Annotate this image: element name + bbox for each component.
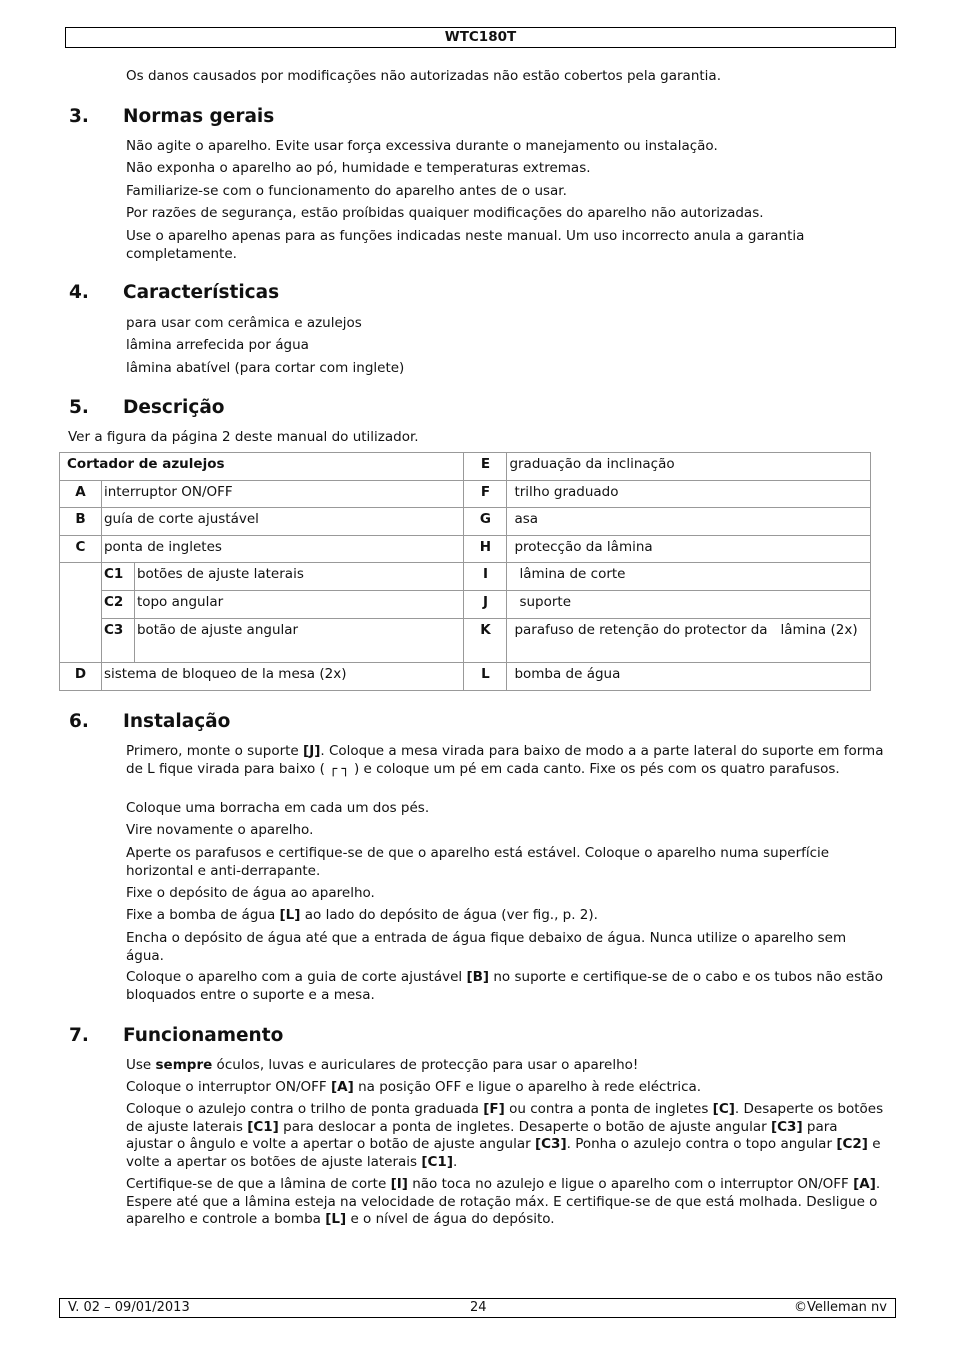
- text-run: Fixe a bomba de água: [126, 907, 280, 923]
- text-run: para deslocar a ponta de ingletes. Desaperte o botão de ajuste angular: [278, 1118, 771, 1135]
- emphasis: sempre: [155, 1057, 213, 1073]
- part-text: trilho graduado: [507, 481, 871, 508]
- text-run: Coloque o aparelho com a guia de corte ajustável: [126, 969, 467, 985]
- part-key: C2: [101, 591, 134, 619]
- part-reference: [C3]: [770, 1118, 803, 1135]
- part-key: D: [60, 663, 102, 691]
- part-reference: [A]: [330, 1079, 354, 1095]
- table-row: [60, 619, 871, 663]
- part-text: lâmina de corte: [507, 563, 871, 591]
- part-text: bomba de água: [507, 663, 871, 691]
- list-item: para usar com cerâmica e azulejos: [126, 315, 362, 331]
- section-number: 7.: [69, 1025, 89, 1046]
- table-row: [60, 481, 871, 508]
- part-text: graduação da inclinação: [507, 453, 871, 481]
- section-title: Características: [123, 282, 280, 303]
- part-reference: [L]: [279, 907, 301, 923]
- part-text: interruptor ON/OFF: [101, 481, 464, 508]
- list-item: Use o aparelho apenas para as funções indicadas neste manual. Um uso incorrecto anula a garantia completamente.: [126, 228, 805, 262]
- text-run: não toca no azulejo e ligue o aparelho com o interruptor ON/OFF: [407, 1176, 854, 1192]
- text-run: . Desaperte os botões de ajuste laterais: [126, 1101, 884, 1135]
- warranty-note: Os danos causados por modificações não autorizadas não estão cobertos pela garantia.: [126, 68, 721, 84]
- text-run: e o nível de água do depósito.: [346, 1211, 555, 1227]
- part-key: C: [60, 536, 102, 563]
- part-reference: [A]: [853, 1176, 876, 1192]
- part-key: G: [464, 508, 507, 536]
- part-text: asa: [507, 508, 871, 536]
- section-title: Funcionamento: [123, 1025, 284, 1046]
- document-footer: [59, 1298, 896, 1318]
- part-key: C3: [101, 619, 134, 663]
- text-run: Use: [126, 1057, 156, 1073]
- instruction-paragraph: [126, 1079, 886, 1097]
- part-key: K: [464, 619, 507, 663]
- text-run: . Ponha o azulejo contra o topo angular: [566, 1136, 837, 1152]
- parts-table: [59, 452, 871, 691]
- part-reference: [C]: [712, 1101, 735, 1117]
- list-item: lâmina abatível (para cortar com inglete): [126, 360, 405, 376]
- section-title: Normas gerais: [123, 106, 275, 127]
- instruction-paragraph: [126, 743, 886, 778]
- part-reference: [C2]: [836, 1136, 868, 1152]
- instruction-paragraph: [126, 1176, 886, 1229]
- version-label: V. 02 – 09/01/2013: [68, 1300, 190, 1315]
- section-4-heading: [69, 282, 279, 304]
- instruction-paragraph: [126, 1101, 886, 1171]
- text-run: e volte a apertar os botões de ajuste laterais: [126, 1136, 881, 1170]
- part-reference: [C1]: [421, 1153, 453, 1170]
- section-3-heading: [69, 106, 274, 128]
- part-key: A: [60, 481, 102, 508]
- section-number: 5.: [69, 397, 89, 418]
- instruction-paragraph: Vire novamente o aparelho.: [126, 822, 314, 838]
- table-row: [60, 563, 871, 591]
- text-run: Certifique-se de que a lâmina de corte: [126, 1176, 391, 1192]
- part-text: parafuso de retenção do protector da lâmina (2x): [507, 619, 871, 663]
- part-reference: [C3]: [534, 1136, 567, 1152]
- document-header: WTC180T: [65, 27, 896, 48]
- part-reference: [F]: [483, 1101, 505, 1117]
- text-run: Coloque o interruptor ON/OFF: [126, 1079, 331, 1095]
- part-text: protecção da lâmina: [507, 536, 871, 563]
- instruction-paragraph: [126, 907, 886, 925]
- text-run: para ajustar o ângulo e volte a apertar o botão de ajuste angular: [126, 1118, 838, 1152]
- instruction-paragraph: Encha o depósito de água até que a entrada de água fique debaixo de água. Nunca utilize o aparelho sem água.: [126, 930, 847, 964]
- instruction-paragraph: Aperte os parafusos e certifique-se de que o aparelho está estável. Coloque o aparelho numa superfície horizontal e anti-derrapante.: [126, 845, 830, 879]
- section-number: 3.: [69, 106, 89, 127]
- copyright-label: ©Velleman nv: [793, 1300, 887, 1315]
- part-key: H: [464, 536, 507, 563]
- list-item: Por razões de segurança, estão proíbidas quaiquer modificações do aparelho não autorizadas.: [126, 205, 764, 221]
- part-text: ponta de ingletes: [101, 536, 464, 563]
- instruction-paragraph: Fixe o depósito de água ao aparelho.: [126, 885, 375, 901]
- text-run: na posição OFF e ligue o aparelho à rede eléctrica.: [353, 1079, 702, 1095]
- part-text: guía de corte ajustável: [101, 508, 464, 536]
- list-item: lâmina arrefecida por água: [126, 337, 309, 353]
- text-run: .: [453, 1153, 458, 1170]
- part-reference: [L]: [325, 1211, 347, 1227]
- empty-cell: [60, 563, 102, 663]
- instruction-paragraph: [126, 969, 886, 1004]
- list-item: Familiarize-se com o funcionamento do aparelho antes de o usar.: [126, 183, 567, 199]
- section-title: Descrição: [123, 397, 225, 418]
- text-run: ao lado do depósito de água (ver fig., p. 2).: [300, 907, 598, 923]
- part-text: botões de ajuste laterais: [134, 563, 464, 591]
- table-row: [60, 508, 871, 536]
- list-item: Não agite o aparelho. Evite usar força excessiva durante o manejamento ou instalação.: [126, 138, 718, 154]
- part-key: L: [464, 663, 507, 691]
- part-reference: [I]: [390, 1176, 408, 1192]
- part-key: F: [464, 481, 507, 508]
- description-intro: Ver a figura da página 2 deste manual do utilizador.: [68, 429, 419, 445]
- part-key: B: [60, 508, 102, 536]
- part-key: I: [464, 563, 507, 591]
- part-key: C1: [101, 563, 134, 591]
- table-row: [60, 453, 871, 481]
- instruction-paragraph: Coloque uma borracha em cada um dos pés.: [126, 800, 430, 816]
- table-row: [60, 536, 871, 563]
- section-6-heading: [69, 711, 230, 733]
- part-key: E: [464, 453, 507, 481]
- text-run: . Coloque a mesa virada para baixo de modo a a parte lateral do suporte em forma de L fique virada para baixo ( ┌ ┐ ) e coloque um pé em cada canto. Fixe os pés com os quatro parafusos.: [126, 743, 884, 777]
- table-row: [60, 591, 871, 619]
- page-number: 24: [470, 1300, 487, 1315]
- part-key: J: [464, 591, 507, 619]
- instruction-paragraph: [126, 1057, 886, 1075]
- text-run: ou contra a ponta de ingletes: [504, 1101, 713, 1117]
- part-text: suporte: [507, 591, 871, 619]
- section-title: Instalação: [123, 711, 231, 732]
- section-5-heading: [69, 397, 225, 419]
- text-run: . Espere até que a lâmina esteja na velocidade de rotação máx. E certifique-se de que está molhada. Desligue o aparelho e controle a bomba: [126, 1176, 881, 1227]
- section-number: 4.: [69, 282, 89, 303]
- part-text: botão de ajuste angular: [134, 619, 464, 663]
- section-number: 6.: [69, 711, 89, 732]
- text-run: Coloque o azulejo contra o trilho de ponta graduada: [126, 1101, 484, 1117]
- part-reference: [C1]: [247, 1118, 279, 1135]
- text-run: Primero, monte o suporte: [126, 743, 304, 759]
- part-reference: [J]: [303, 743, 321, 759]
- part-text: sistema de bloqueo de la mesa (2x): [101, 663, 464, 691]
- part-text: topo angular: [134, 591, 464, 619]
- section-7-heading: [69, 1025, 283, 1047]
- text-run: óculos, luvas e auriculares de protecção para usar o aparelho!: [212, 1057, 639, 1073]
- table-heading: Cortador de azulejos: [60, 453, 464, 481]
- list-item: Não exponha o aparelho ao pó, humidade e temperaturas extremas.: [126, 160, 591, 176]
- text-run: no suporte e certifique-se de o cabo e os tubos não estão bloquados entre o suporte e a mesa.: [126, 969, 883, 1003]
- table-row: [60, 663, 871, 691]
- part-reference: [B]: [466, 969, 490, 985]
